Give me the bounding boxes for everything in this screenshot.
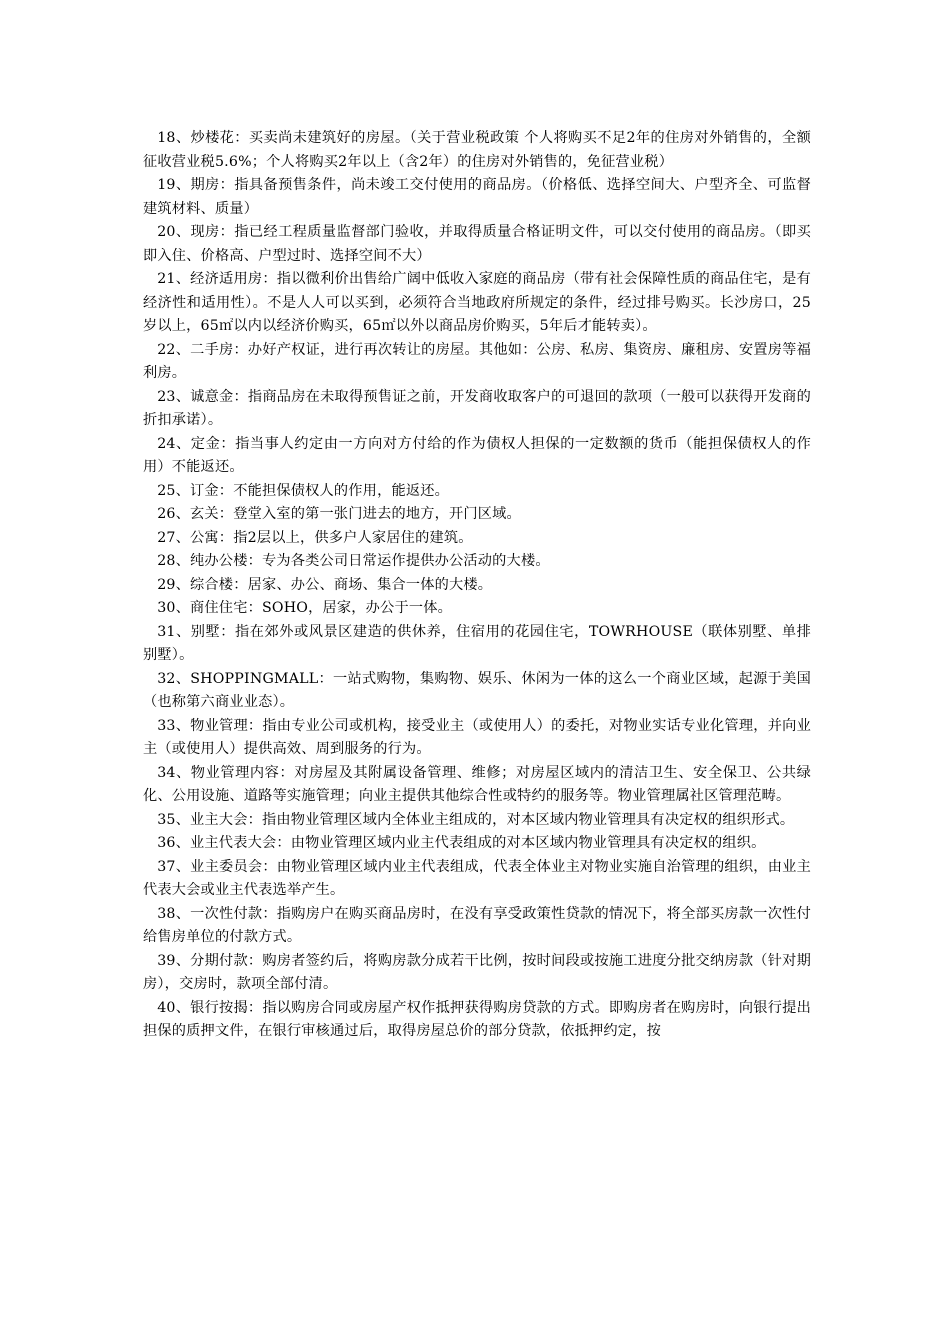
document-body — [143, 127, 811, 1044]
paragraph-27: 27、公寓：指2层以上，供多户人家居住的建筑。 — [157, 529, 473, 546]
paragraph-23: 23、诚意金：指商品房在未取得预售证之前，开发商收取客户的可退回的款项（一般可以获得开发商的折扣承诺）。 — [143, 388, 811, 428]
paragraph-36: 36、业主代表大会：由物业管理区域内业主代表组成的对本区域内物业管理具有决定权的组织。 — [157, 835, 766, 851]
paragraph-30: 30、商住住宅：SOHO，居家，办公于一体。 — [157, 600, 452, 616]
paragraph-22: 22、二手房：办好产权证，进行再次转让的房屋。其他如：公房、私房、集资房、廉租房、安置房等福利房。 — [143, 341, 811, 381]
paragraph-33: 33、物业管理：指由专业公司或机构，接受业主（或使用人）的委托，对物业实话专业化管理，并向业主（或使用人）提供高效、周到服务的行为。 — [143, 717, 811, 757]
paragraph-40: 40、银行按揭：指以购房合同或房屋产权作抵押获得购房贷款的方式。即购房者在购房时，向银行提出担保的质押文件，在银行审核通过后，取得房屋总价的部分贷款，依抵押约定，按 — [143, 999, 811, 1039]
paragraph-19: 19、期房：指具备预售条件，尚未竣工交付使用的商品房。（价格低、选择空间大、户型齐全、可监督建筑材料、质量） — [143, 177, 811, 217]
paragraph-18: 18、炒楼花：买卖尚未建筑好的房屋。（关于营业税政策 个人将购买不足2年的住房对外销售的，全额征收营业税5.6%；个人将购买2年以上（含2年）的住房对外销售的，免征营业税） — [143, 130, 811, 170]
paragraph-39: 39、分期付款：购房者签约后，将购房款分成若干比例，按时间段或按施工进度分批交纳房款（针对期房），交房时，款项全部付清。 — [143, 952, 811, 992]
paragraph-24: 24、定金：指当事人约定由一方向对方付给的作为债权人担保的一定数额的货币（能担保债权人的作用）不能返还。 — [143, 435, 811, 475]
paragraph-21: 21、经济适用房：指以微利价出售给广阔中低收入家庭的商品房（带有社会保障性质的商品住宅，是有经济性和适用性）。不是人人可以买到，必须符合当地政府所规定的条件，经过排号购买。长沙房口，25岁以上，65㎡以内以经济价购买，65㎡以外以商品房价购买，5年后才能转卖）。 — [143, 271, 811, 334]
paragraph-31: 31、别墅：指在郊外或风景区建造的供休养，住宿用的花园住宅，TOWRHOUSE（联体别墅、单排别墅）。 — [143, 623, 811, 663]
paragraph-34: 34、物业管理内容：对房屋及其附属设备管理、维修；对房屋区域内的清洁卫生、安全保卫、公共绿化、公用设施、道路等实施管理；向业主提供其他综合性或特约的服务等。物业管理属社区管理范畴。 — [143, 764, 811, 804]
paragraph-35: 35、业主大会：指由物业管理区域内全体业主组成的，对本区域内物业管理具有决定权的组织形式。 — [157, 811, 795, 828]
paragraph-29: 29、综合楼：居家、办公、商场、集合一体的大楼。 — [157, 576, 493, 593]
paragraph-37: 37、业主委员会：由物业管理区域内业主代表组成，代表全体业主对物业实施自治管理的组织，由业主代表大会或业主代表选举产生。 — [143, 858, 811, 898]
paragraph-25: 25、订金：不能担保债权人的作用，能返还。 — [157, 482, 450, 499]
paragraph-32: 32、SHOPPINGMALL：一站式购物，集购物、娱乐、休闲为一体的这么一个商业区域，起源于美国（也称第六商业业态）。 — [143, 670, 811, 710]
paragraph-26: 26、玄关：登堂入室的第一张门进去的地方，开门区域。 — [157, 506, 521, 522]
paragraph-28: 28、纯办公楼：专为各类公司日常运作提供办公活动的大楼。 — [157, 553, 550, 569]
paragraph-20: 20、现房：指已经工程质量监督部门验收，并取得质量合格证明文件，可以交付使用的商品房。（即买即入住、价格高、户型过时、选择空间不大） — [143, 224, 811, 264]
paragraph-38: 38、一次性付款：指购房户在购买商品房时，在没有享受政策性贷款的情况下，将全部买房款一次性付给售房单位的付款方式。 — [143, 905, 811, 945]
